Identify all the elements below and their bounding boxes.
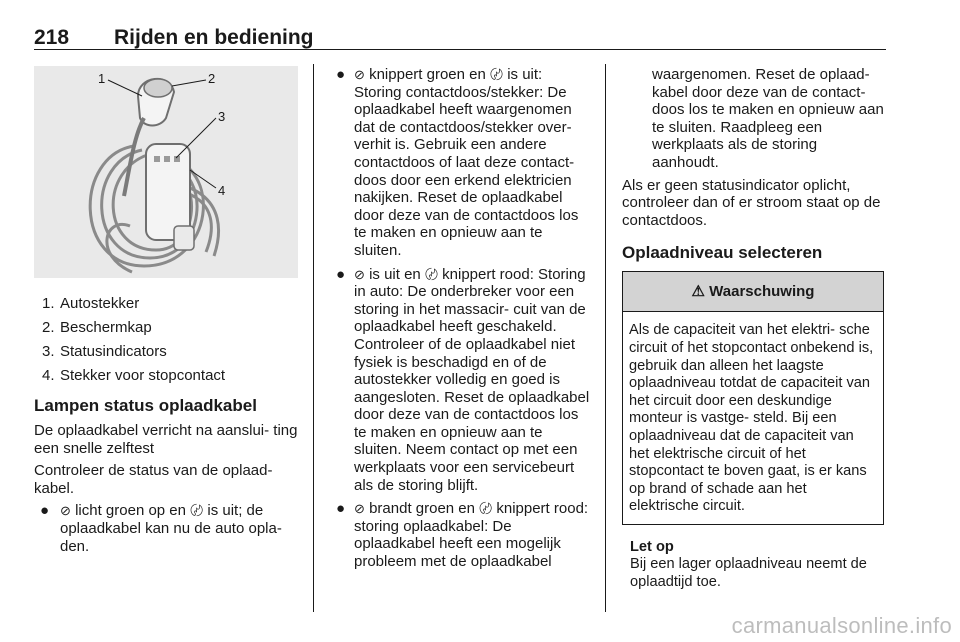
indicator-b-icon: 〄 <box>424 266 438 282</box>
indicator-a-icon: ⊘ <box>60 503 71 519</box>
charging-cable-illustration <box>34 66 298 278</box>
no-indicator-paragraph: Als er geen statusindicator oplicht, controleer dan of er stroom staat op de contactdoos. <box>622 176 881 229</box>
status-bullet <box>34 502 300 555</box>
bullet-text-cont: knippert rood: storing oplaadkabel: De oplaadkabel heeft een mogelijk probleem met de oplaadkabel <box>354 500 589 571</box>
check-status-paragraph: Controleer de status van de oplaad- kabel. <box>34 462 273 497</box>
note-block <box>622 539 886 592</box>
column-divider-2 <box>605 64 606 612</box>
page-title: Rijden en bediening <box>114 26 314 49</box>
legend-label: Stekker voor stopcontact <box>60 367 226 384</box>
warning-body: Als de capaciteit van het elektri- sche circuit of het stopcontact onbekend is, gebruik dan alleen het laagste oplaadniveau totdat de capaciteit van het circuit door een deskundige monteur is vastge- steld. Bij een oplaadniveau dat de capaciteit van het elektrische circuit of het stopcontact te boven gaat, is er kans op brand of schade aan het elektrische circuit. <box>629 322 874 515</box>
indicator-b-icon: 〄 <box>190 503 204 519</box>
legend-item <box>34 316 300 340</box>
legend-item <box>34 292 300 316</box>
charging-cable-figure <box>34 66 298 278</box>
bullet-text: licht groen op en <box>75 502 186 520</box>
legend-label: Statusindicators <box>60 343 167 360</box>
bullet-text: is uit en <box>369 265 421 283</box>
bullet-text-cont: knippert rood: Storing in auto: De onderbreker voor een storing in het massacir- cuit van de oplaadkabel heeft geschakeld. Controleer of de oplaadkabel niet fysiek is beschadigd en of de autostekker volledig en goed is aangesloten. Reset de oplaadkabel door deze van de contactdoos los te maken en opnieuw aan te sluiten. Neem contact op met een werkplaats voor een servicebeurt als de storing blijft. <box>354 265 590 494</box>
indicator-a-icon: ⊘ <box>354 67 365 82</box>
bullet-dot-icon: ● <box>336 265 346 283</box>
status-bullet <box>330 500 592 570</box>
indicator-a-icon: ⊘ <box>354 266 365 282</box>
callout-3: 3 <box>218 109 226 124</box>
indicator-a-icon: ⊘ <box>354 501 365 517</box>
section-heading-charge-level: Oplaadniveau selecteren <box>622 243 823 263</box>
section-heading-status: Lampen status oplaadkabel <box>34 396 257 415</box>
warning-box <box>622 271 884 525</box>
warning-header <box>623 272 883 312</box>
status-bullet <box>330 66 592 260</box>
page-header <box>34 26 886 56</box>
status-bullet <box>330 266 592 495</box>
legend-item <box>34 340 300 364</box>
callout-4: 4 <box>218 183 226 198</box>
indicator-b-icon: 〄 <box>479 501 493 517</box>
note-body: Bij een lager oplaadniveau neemt de oplaadtijd toe. <box>630 556 867 591</box>
legend-number: 3. <box>42 343 55 360</box>
bullet-text-cont: is uit; de oplaadkabel kan nu de auto opla- den. <box>60 502 282 555</box>
warning-title: Waarschuwing <box>709 283 815 301</box>
note-title: Let op <box>630 538 674 555</box>
legend-number: 1. <box>42 295 55 312</box>
bullet-text-cont: is uit: Storing contactdoos/stekker: De oplaadkabel heeft waargenomen dat de contactdoos/stekker over- verhit is. Gebruik een andere contactdoos of laat deze contact- doos door een erkend elektricien nakijken. Reset de oplaadkabel door deze van de contactdoos los te maken en opnieuw aan te sluiten. <box>354 66 579 259</box>
column-divider-1 <box>313 64 314 612</box>
selftest-paragraph: De oplaadkabel verricht na aanslui- ting een snelle zelftest <box>34 422 298 457</box>
warning-icon: ⚠ <box>691 283 705 301</box>
legend-label: Autostekker <box>60 295 140 312</box>
legend-number: 4. <box>42 367 55 384</box>
callout-1: 1 <box>98 71 106 86</box>
watermark: carmanualsonline.info <box>731 613 952 638</box>
bullet-dot-icon: ● <box>40 502 50 520</box>
indicator-b-icon: 〄 <box>490 67 504 82</box>
column-2 <box>330 66 592 577</box>
figure-legend <box>34 292 300 388</box>
bullet-text: knippert groen en <box>369 66 486 83</box>
page-number: 218 <box>34 26 70 49</box>
header-rule <box>34 49 886 50</box>
legend-label: Beschermkap <box>60 319 152 336</box>
legend-number: 2. <box>42 319 55 336</box>
column-3 <box>622 66 886 592</box>
column-1 <box>34 66 300 561</box>
bullet-continuation: waargenomen. Reset de oplaad- kabel door deze van de contact- doos los te maken en opnieuw aan te sluiten. Raadpleeg een werkplaats als de storing aanhoudt. <box>652 66 884 171</box>
bullet-dot-icon: ● <box>336 66 346 83</box>
legend-item <box>34 364 300 388</box>
callout-2: 2 <box>208 71 216 86</box>
bullet-text: brandt groen en <box>369 500 475 518</box>
bullet-dot-icon: ● <box>336 500 346 518</box>
